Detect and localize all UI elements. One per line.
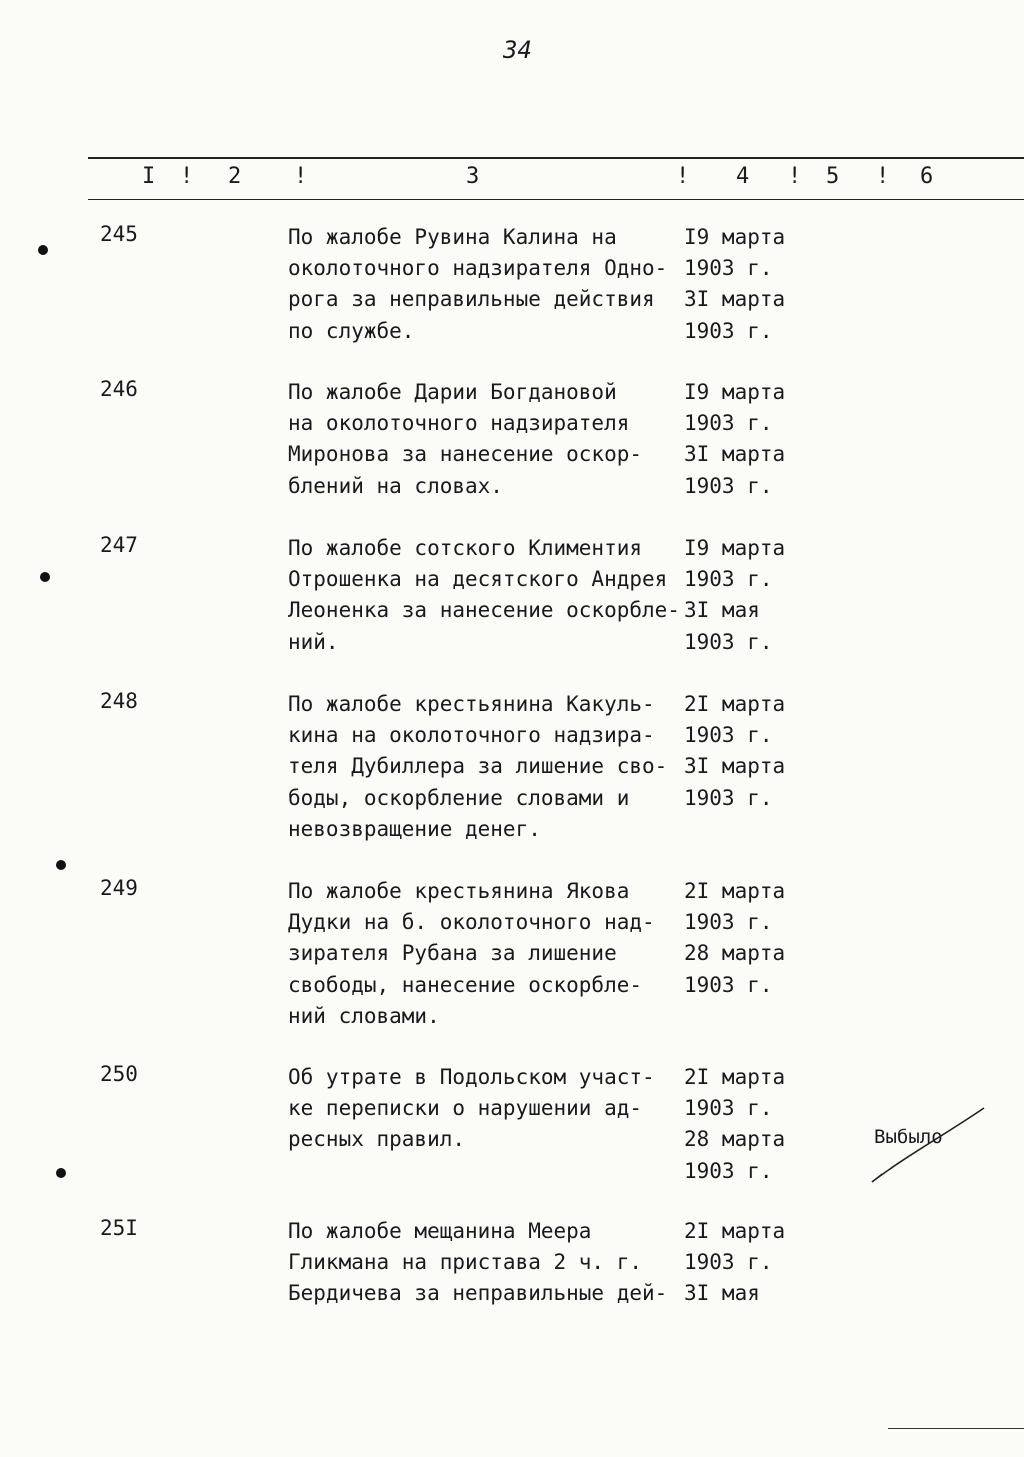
- header-col3: 3: [466, 164, 480, 189]
- date-line: 1903 г.: [684, 256, 773, 281]
- description-line: блений на словах.: [288, 473, 503, 498]
- date-line: 3I мая: [684, 598, 760, 623]
- entry-number: 246: [100, 377, 138, 401]
- page-number: 34: [503, 36, 532, 64]
- entry-dates: [684, 689, 785, 814]
- binding-hole-icon: [40, 572, 50, 582]
- description-line: теля Дубиллера за лишение сво-: [288, 754, 668, 779]
- description-line: Отрошенка на десятского Андрея: [288, 567, 668, 592]
- date-line: 1903 г.: [684, 567, 773, 592]
- date-line: 1903 г.: [684, 1250, 773, 1275]
- entry-description: [288, 876, 655, 1032]
- description-line: невозвращение денег.: [288, 816, 541, 841]
- table-header-rule: [88, 199, 1024, 200]
- entry-number: 247: [100, 533, 138, 557]
- entry-dates: [684, 1216, 785, 1310]
- description-line: кина на околоточного надзира-: [288, 723, 655, 748]
- description-line: ресных правил.: [288, 1127, 466, 1152]
- entry-number: 25I: [100, 1216, 138, 1240]
- date-line: 1903 г.: [684, 411, 773, 436]
- header-separator: !: [180, 164, 194, 189]
- description-line: По жалобе крестьянина Якова: [288, 879, 630, 903]
- date-line: I9 марта: [684, 536, 786, 560]
- date-line: 2I марта: [684, 1065, 786, 1089]
- date-line: 1903 г.: [684, 318, 773, 343]
- entry-description: [288, 689, 667, 845]
- description-line: рога за неправильные действия: [288, 287, 655, 312]
- description-line: Бердичева за неправильные дей-: [288, 1281, 668, 1306]
- header-col6: 6: [920, 164, 934, 189]
- date-line: 28 марта: [684, 941, 786, 966]
- date-line: 1903 г.: [684, 1096, 773, 1121]
- entry-description: [288, 377, 642, 502]
- header-separator: !: [788, 164, 802, 189]
- header-col2: 2: [228, 164, 242, 189]
- date-line: I9 марта: [684, 380, 786, 404]
- entry-dates: [684, 533, 785, 658]
- description-line: По жалобе сотского Климентия: [288, 536, 643, 560]
- bottom-corner-rule: [888, 1428, 1024, 1429]
- description-line: ке переписки о нарушении ад-: [288, 1096, 643, 1121]
- entry-dates: [684, 377, 785, 502]
- description-line: зирателя Рубана за лишение: [288, 941, 617, 966]
- date-line: 1903 г.: [684, 1158, 773, 1183]
- description-line: ний.: [288, 629, 339, 654]
- entry-description: [288, 222, 667, 347]
- entry-dates: [684, 222, 785, 347]
- header-col1: I: [142, 164, 156, 189]
- header-separator: !: [294, 164, 308, 189]
- header-col4: 4: [736, 164, 750, 189]
- table-top-rule: [88, 157, 1024, 159]
- description-line: ний словами.: [288, 1003, 440, 1028]
- binding-hole-icon: [56, 860, 66, 870]
- date-line: 3I марта: [684, 754, 786, 779]
- date-line: 2I марта: [684, 692, 786, 716]
- description-line: Леоненка за нанесение оскорбле-: [288, 598, 680, 623]
- binding-hole-icon: [56, 1168, 66, 1178]
- description-line: Гликмана на пристава 2 ч. г.: [288, 1250, 643, 1275]
- binding-hole-icon: [38, 245, 48, 255]
- entry-dates: [684, 1062, 785, 1187]
- header-separator: !: [676, 164, 690, 189]
- date-line: 3I мая: [684, 1281, 760, 1306]
- entry-dates: [684, 876, 785, 1001]
- description-line: По жалобе Дарии Богдановой: [288, 380, 617, 404]
- description-line: околоточного надзирателя Одно-: [288, 256, 668, 281]
- entry-description: [288, 1216, 667, 1310]
- description-line: по службе.: [288, 318, 415, 343]
- date-line: 2I марта: [684, 1219, 786, 1243]
- entry-description: [288, 1062, 655, 1156]
- date-line: 1903 г.: [684, 723, 773, 748]
- header-separator: !: [876, 164, 890, 189]
- date-line: 2I марта: [684, 879, 786, 903]
- date-line: 1903 г.: [684, 629, 773, 654]
- date-line: 1903 г.: [684, 972, 773, 997]
- withdrawn-note: Выбыло: [874, 1126, 943, 1148]
- date-line: 1903 г.: [684, 473, 773, 498]
- entry-description: [288, 533, 680, 658]
- description-line: По жалобе крестьянина Какуль-: [288, 692, 655, 716]
- description-line: По жалобе Рувина Калина на: [288, 225, 617, 249]
- entry-number: 245: [100, 222, 138, 246]
- header-col5: 5: [826, 164, 840, 189]
- description-line: боды, оскорбление словами и: [288, 785, 630, 810]
- date-line: 3I марта: [684, 287, 786, 312]
- description-line: По жалобе мещанина Меера: [288, 1219, 592, 1243]
- entry-number: 250: [100, 1062, 138, 1086]
- entry-number: 248: [100, 689, 138, 713]
- description-line: Дудки на б. околоточного над-: [288, 910, 655, 935]
- description-line: Миронова за нанесение оскор-: [288, 442, 643, 467]
- description-line: на околоточного надзирателя: [288, 411, 630, 436]
- date-line: 1903 г.: [684, 785, 773, 810]
- date-line: 1903 г.: [684, 910, 773, 935]
- entry-number: 249: [100, 876, 138, 900]
- date-line: 3I марта: [684, 442, 786, 467]
- date-line: 28 марта: [684, 1127, 786, 1152]
- handwritten-strike-icon: [866, 1104, 990, 1186]
- date-line: I9 марта: [684, 225, 786, 249]
- description-line: свободы, нанесение оскорбле-: [288, 972, 643, 997]
- description-line: Об утрате в Подольском участ-: [288, 1065, 655, 1089]
